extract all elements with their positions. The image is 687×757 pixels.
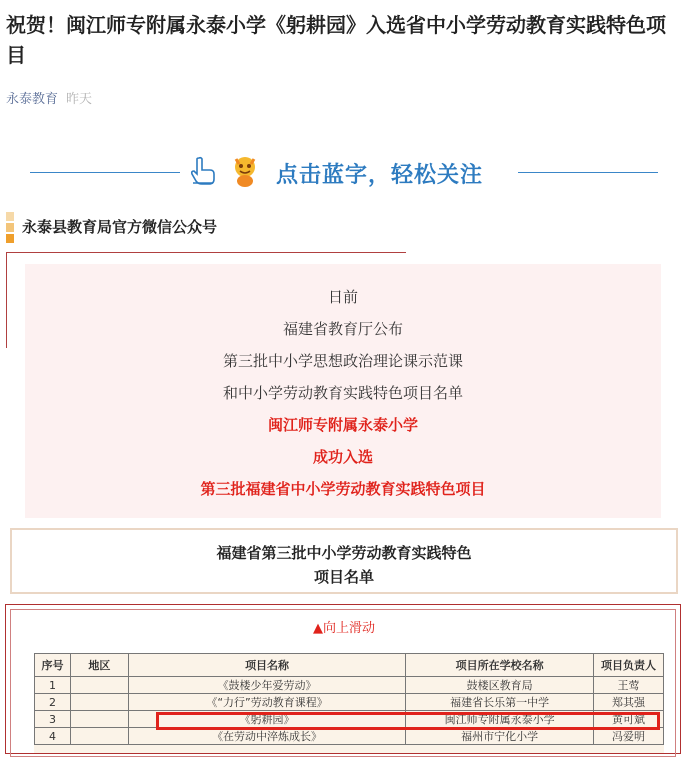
heading-side-line xyxy=(6,252,7,348)
announcement-line: 第三批中小学思想政治理论课示范课 xyxy=(222,352,463,370)
row-index: 4 xyxy=(35,728,71,745)
article-title: 祝贺！闽江师专附属永泰小学《躬耕园》入选省中小学劳动教育实践特色项目 xyxy=(6,13,666,67)
announcement-line: 福建省教育厅公布 xyxy=(282,320,403,338)
header-region: 地区 xyxy=(70,654,128,677)
table-row xyxy=(35,694,664,711)
announcement-line: 日前 xyxy=(327,288,358,306)
heading-underline xyxy=(6,252,406,253)
account-heading xyxy=(4,210,404,254)
row-project: 《躬耕园》 xyxy=(128,711,405,728)
row-region xyxy=(70,728,128,745)
account-link[interactable]: 永泰教育 xyxy=(6,92,59,107)
row-project: 《鼓楼少年爱劳动》 xyxy=(128,677,405,694)
heading-bar-dark xyxy=(6,234,14,243)
publish-time: 昨天 xyxy=(66,92,93,107)
row-school: 鼓楼区教育局 xyxy=(406,677,594,694)
announcement-box xyxy=(25,264,661,518)
table-row xyxy=(35,677,664,694)
heading-bar-mid xyxy=(6,223,14,232)
header-owner: 项目负责人 xyxy=(594,654,664,677)
banner-divider-left xyxy=(30,172,180,173)
article-meta xyxy=(6,88,92,107)
school-name-highlight: 闽江师专附属永泰小学 xyxy=(267,416,418,434)
table-header-row xyxy=(35,654,664,677)
project-table[interactable] xyxy=(34,653,664,753)
row-school: 闽江师专附属永泰小学 xyxy=(406,711,594,728)
header-project: 项目名称 xyxy=(128,654,405,677)
project-table-card[interactable] xyxy=(5,604,681,754)
header-index: 序号 xyxy=(35,654,71,677)
row-region xyxy=(70,677,128,694)
pointing-hand-icon xyxy=(190,156,216,186)
mascot-icon xyxy=(228,154,262,188)
heading-bar-light xyxy=(6,212,14,221)
row-owner: 冯爱明 xyxy=(594,728,664,745)
row-project: 《在劳动中淬炼成长》 xyxy=(128,728,405,745)
follow-label[interactable]: 点击蓝字，轻松关注 xyxy=(276,163,484,188)
row-school: 福州市宁化小学 xyxy=(406,728,594,745)
row-owner: 王莺 xyxy=(594,677,664,694)
row-index: 1 xyxy=(35,677,71,694)
table-row xyxy=(35,728,664,745)
account-name: 永泰县教育局官方微信公众号 xyxy=(22,218,218,236)
project-batch-highlight: 第三批福建省中小学劳动教育实践特色项目 xyxy=(200,480,486,498)
list-heading xyxy=(10,528,678,594)
scroll-up-hint: ▲向上滑动 xyxy=(313,621,375,636)
list-heading-line1: 福建省第三批中小学劳动教育实践特色 xyxy=(216,544,472,562)
row-owner: 黄可斌 xyxy=(594,711,664,728)
row-index: 3 xyxy=(35,711,71,728)
header-school: 项目所在学校名称 xyxy=(406,654,594,677)
list-heading-line2: 项目名单 xyxy=(313,568,374,586)
highlighted-row-box xyxy=(156,712,660,730)
row-index: 2 xyxy=(35,694,71,711)
row-owner: 郑其强 xyxy=(594,694,664,711)
row-school: 福建省长乐第一中学 xyxy=(406,694,594,711)
row-project: 《“力行”劳动教育课程》 xyxy=(128,694,405,711)
follow-banner[interactable] xyxy=(0,150,687,194)
row-region xyxy=(70,694,128,711)
selected-highlight: 成功入选 xyxy=(312,448,373,466)
row-region xyxy=(70,711,128,728)
banner-divider-right xyxy=(518,172,658,173)
announcement-line: 和中小学劳动教育实践特色项目名单 xyxy=(222,384,463,402)
